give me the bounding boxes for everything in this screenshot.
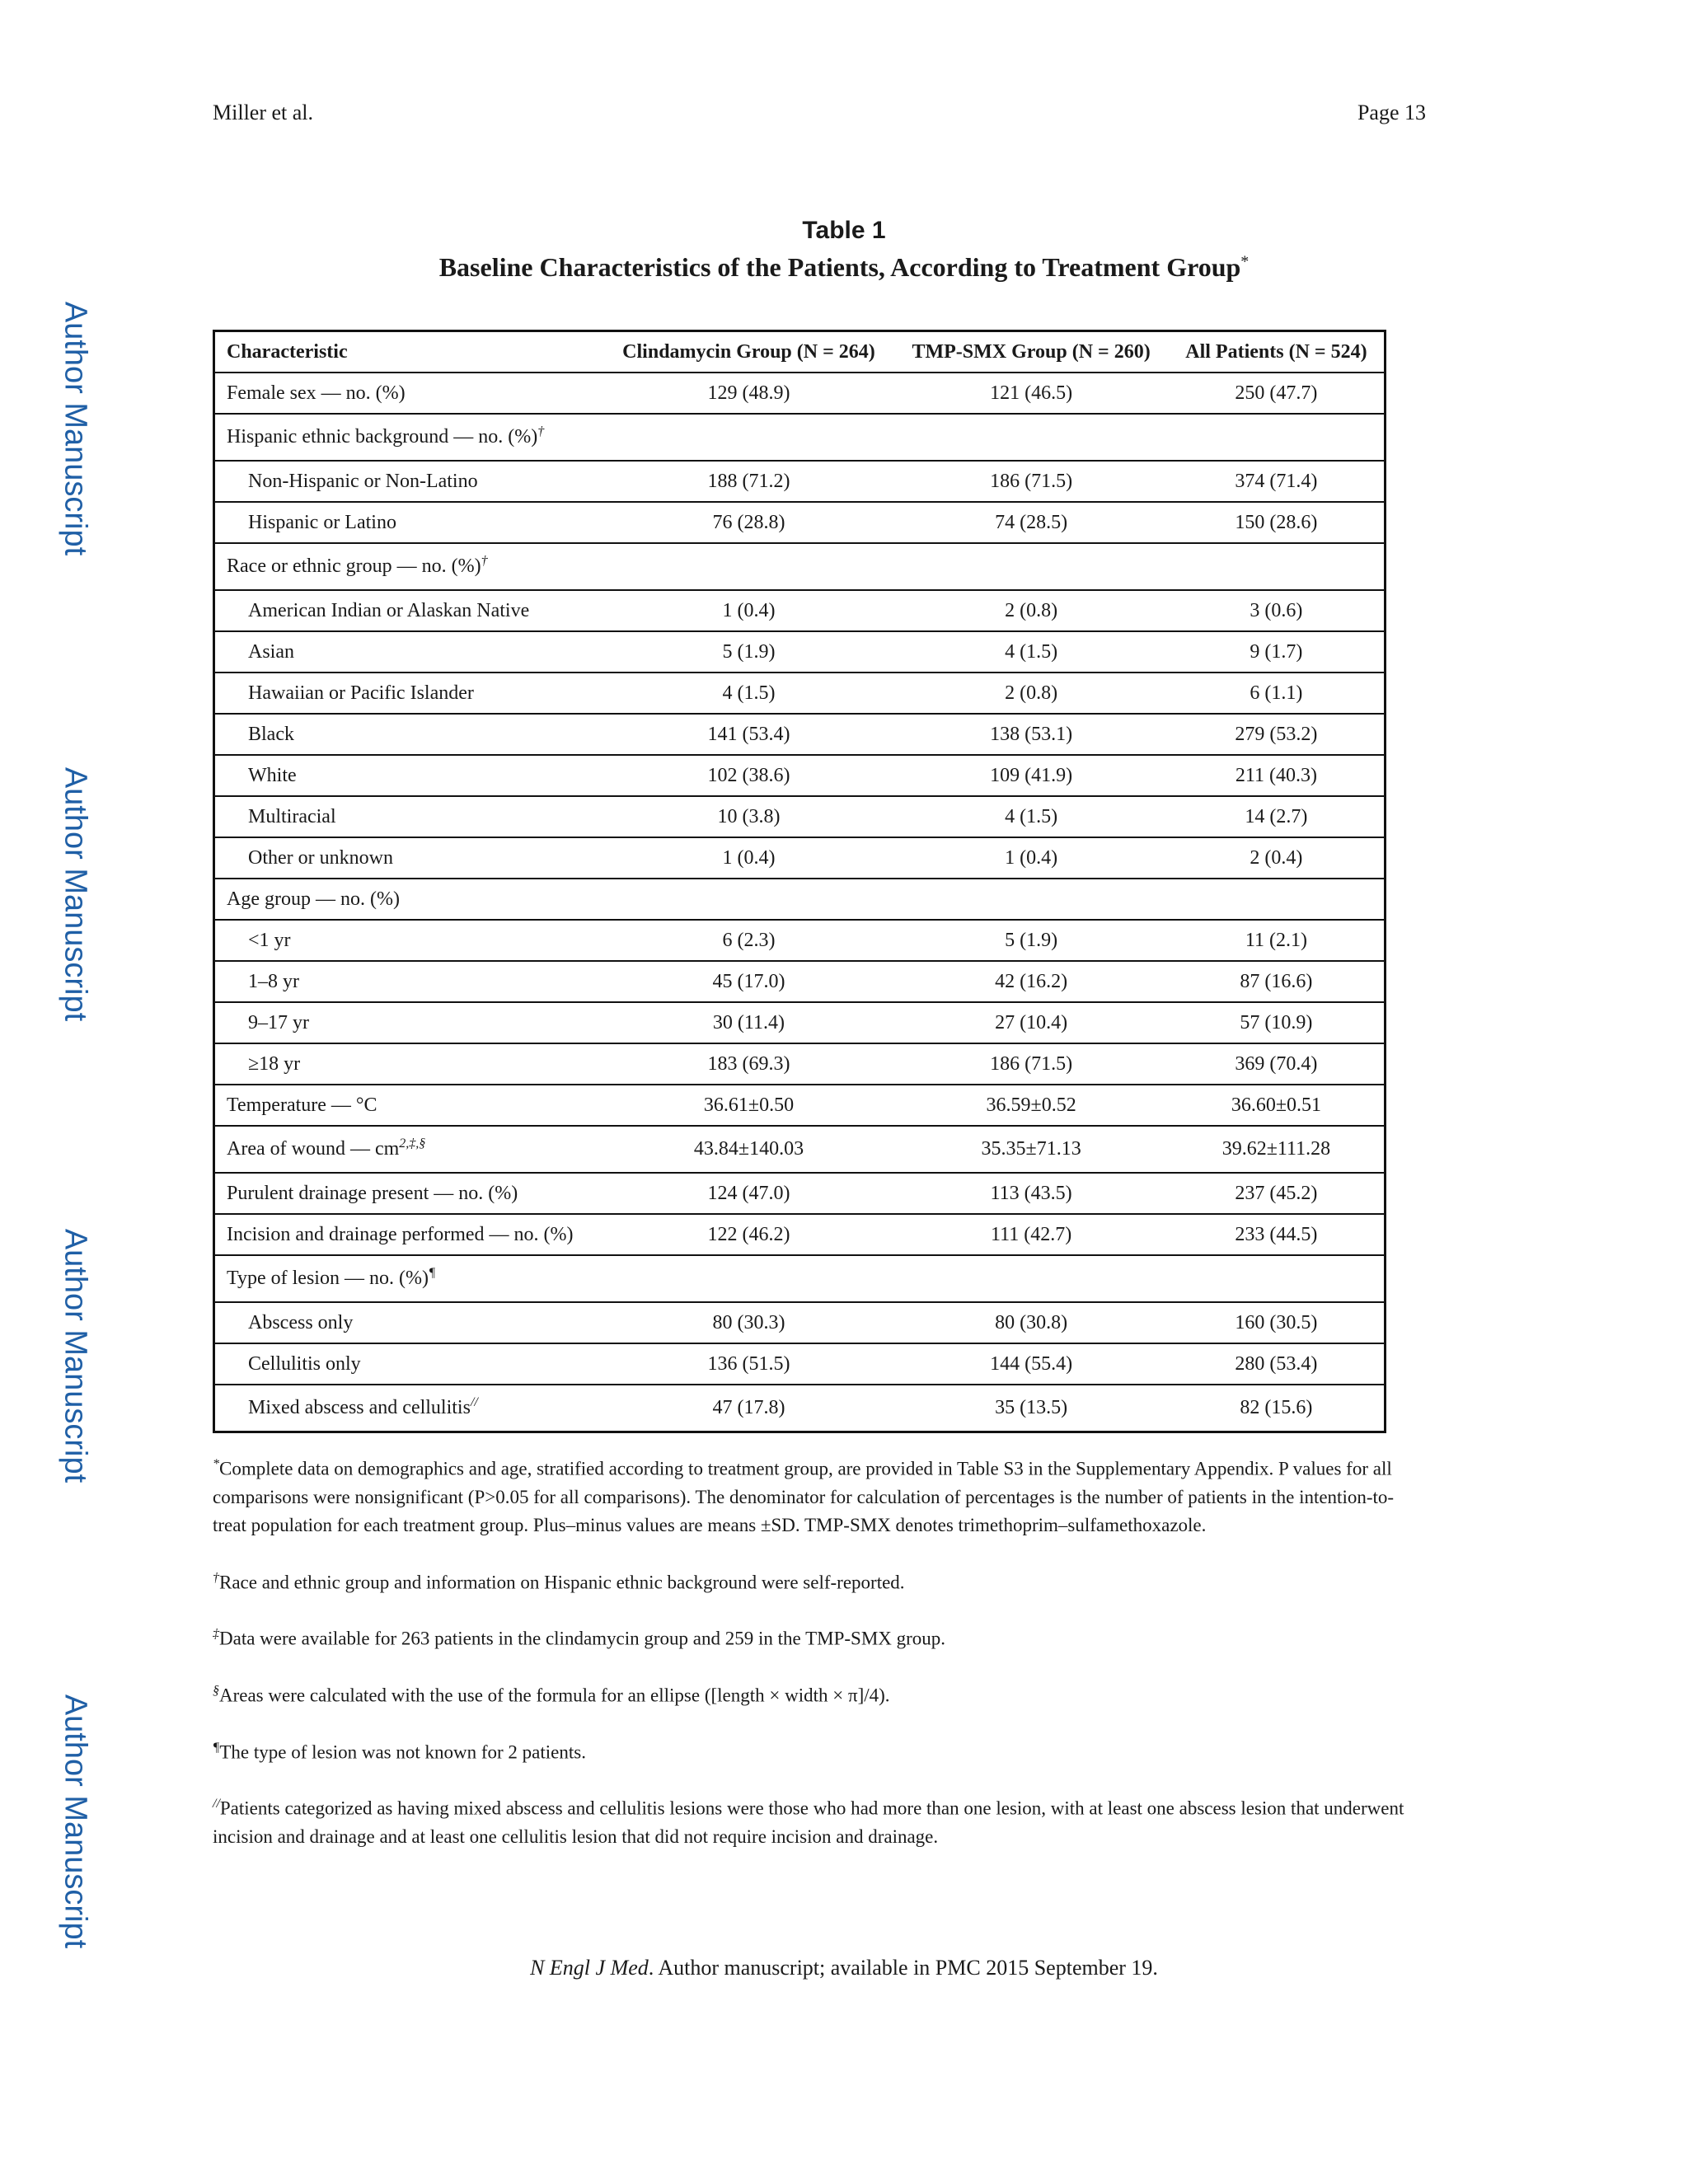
row-label: Mixed abscess and cellulitis// bbox=[214, 1385, 604, 1432]
table-cell: 57 (10.9) bbox=[1169, 1002, 1386, 1043]
table-row bbox=[214, 502, 1386, 543]
author-manuscript-watermark: Author Manuscript bbox=[58, 766, 93, 1022]
table-row bbox=[214, 714, 1386, 755]
page-number: Page 13 bbox=[1357, 101, 1426, 124]
table-cell: 87 (16.6) bbox=[1169, 961, 1386, 1002]
table-row bbox=[214, 1214, 1386, 1255]
table-cell bbox=[893, 879, 1168, 920]
table-row bbox=[214, 1302, 1386, 1343]
row-label: American Indian or Alaskan Native bbox=[214, 590, 604, 631]
table-cell: 279 (53.2) bbox=[1169, 714, 1386, 755]
table-cell: 113 (43.5) bbox=[893, 1173, 1168, 1214]
table-cell: 186 (71.5) bbox=[893, 461, 1168, 502]
table-cell: 141 (53.4) bbox=[604, 714, 894, 755]
row-label: Hispanic or Latino bbox=[214, 502, 604, 543]
table-cell: 9 (1.7) bbox=[1169, 631, 1386, 673]
footnote-mark: ¶ bbox=[428, 1266, 436, 1280]
table-cell: 80 (30.8) bbox=[893, 1302, 1168, 1343]
footnote: §Areas were calculated with the use of the formula for an ellipse ([length × width × π]/4). bbox=[213, 1683, 890, 1706]
table-cell bbox=[1169, 414, 1386, 461]
row-label: Non-Hispanic or Non-Latino bbox=[214, 461, 604, 502]
table-cell: 5 (1.9) bbox=[604, 631, 894, 673]
footnote-mark: // bbox=[470, 1395, 478, 1409]
table-cell: 36.59±0.52 bbox=[893, 1085, 1168, 1126]
table-cell: 136 (51.5) bbox=[604, 1343, 894, 1385]
table-row bbox=[214, 1085, 1386, 1126]
table-cell: 14 (2.7) bbox=[1169, 796, 1386, 837]
table-title-footnote-mark: * bbox=[1240, 252, 1250, 271]
table-cell: 124 (47.0) bbox=[604, 1173, 894, 1214]
table-cell: 43.84±140.03 bbox=[604, 1126, 894, 1173]
table-cell: 42 (16.2) bbox=[893, 961, 1168, 1002]
table-cell bbox=[1169, 879, 1386, 920]
table-cell: 4 (1.5) bbox=[893, 796, 1168, 837]
footnote-mark: † bbox=[481, 554, 488, 568]
footnote: *Complete data on demographics and age, stratified according to treatment group, are provided in Table S3 in the Supplementary Appendix. P values for all comparisons were nonsignificant (P>0.05 for all comparisons). The denominator for calculation of percentages is the number of patients in the intention-to-treat population for each treatment group. Plus–minus values are means ±SD. TMP-SMX denotes trimethoprim–sulfamethoxazole. bbox=[213, 1457, 1395, 1535]
table-cell: 6 (2.3) bbox=[604, 920, 894, 961]
row-label: Hawaiian or Pacific Islander bbox=[214, 673, 604, 714]
table-cell: 1 (0.4) bbox=[604, 837, 894, 879]
table-cell: 183 (69.3) bbox=[604, 1043, 894, 1085]
row-label: Temperature — °C bbox=[214, 1085, 604, 1126]
table-cell: 36.60±0.51 bbox=[1169, 1085, 1386, 1126]
table-row bbox=[214, 1385, 1386, 1432]
table-row bbox=[214, 1002, 1386, 1043]
table-row bbox=[214, 631, 1386, 673]
table-cell: 2 (0.8) bbox=[893, 673, 1168, 714]
table-cell bbox=[604, 414, 894, 461]
column-header: All Patients (N = 524) bbox=[1169, 331, 1386, 373]
author-manuscript-watermark: Author Manuscript bbox=[58, 1228, 93, 1483]
table-header-row bbox=[214, 331, 1386, 373]
table-cell bbox=[604, 879, 894, 920]
table-cell: 122 (46.2) bbox=[604, 1214, 894, 1255]
table-cell bbox=[1169, 1255, 1386, 1302]
table-cell: 109 (41.9) bbox=[893, 755, 1168, 796]
table-cell: 39.62±111.28 bbox=[1169, 1126, 1386, 1173]
table-row bbox=[214, 755, 1386, 796]
row-label: 1–8 yr bbox=[214, 961, 604, 1002]
row-label: Age group — no. (%) bbox=[214, 879, 604, 920]
row-label: Purulent drainage present — no. (%) bbox=[214, 1173, 604, 1214]
running-header-authors: Miller et al. bbox=[213, 101, 314, 124]
table-cell: 36.61±0.50 bbox=[604, 1085, 894, 1126]
table-cell: 160 (30.5) bbox=[1169, 1302, 1386, 1343]
table-cell: 74 (28.5) bbox=[893, 502, 1168, 543]
table-row bbox=[214, 1126, 1386, 1173]
table-cell: 6 (1.1) bbox=[1169, 673, 1386, 714]
table-row bbox=[214, 796, 1386, 837]
footnote: ¶The type of lesion was not known for 2 patients. bbox=[213, 1740, 586, 1763]
table-cell bbox=[893, 1255, 1168, 1302]
table-row bbox=[214, 590, 1386, 631]
table-cell bbox=[893, 414, 1168, 461]
table-label: Table 1 bbox=[802, 217, 886, 244]
table-row bbox=[214, 1255, 1386, 1302]
row-label: ≥18 yr bbox=[214, 1043, 604, 1085]
row-label: Area of wound — cm$^{2,\ddagger,\S}$ bbox=[214, 1126, 604, 1173]
table-row bbox=[214, 673, 1386, 714]
row-label: Female sex — no. (%) bbox=[214, 373, 604, 414]
table-cell: 129 (48.9) bbox=[604, 373, 894, 414]
table-cell: 250 (47.7) bbox=[1169, 373, 1386, 414]
table-row bbox=[214, 373, 1386, 414]
table-cell: 144 (55.4) bbox=[893, 1343, 1168, 1385]
table-cell: 2 (0.8) bbox=[893, 590, 1168, 631]
row-label: 9–17 yr bbox=[214, 1002, 604, 1043]
table-cell: 121 (46.5) bbox=[893, 373, 1168, 414]
table-cell: 186 (71.5) bbox=[893, 1043, 1168, 1085]
table-row bbox=[214, 1043, 1386, 1085]
table-cell: 280 (53.4) bbox=[1169, 1343, 1386, 1385]
table-body bbox=[214, 373, 1386, 1432]
row-label: Other or unknown bbox=[214, 837, 604, 879]
table-cell: 111 (42.7) bbox=[893, 1214, 1168, 1255]
table-cell bbox=[604, 543, 894, 590]
table-cell: 1 (0.4) bbox=[604, 590, 894, 631]
table-cell: 188 (71.2) bbox=[604, 461, 894, 502]
table-cell: 2 (0.4) bbox=[1169, 837, 1386, 879]
table-cell: 5 (1.9) bbox=[893, 920, 1168, 961]
author-manuscript-watermark: Author Manuscript bbox=[58, 301, 93, 556]
table-title: Baseline Characteristics of the Patients, According to Treatment Group* bbox=[438, 252, 1250, 282]
row-label: Incision and drainage performed — no. (%) bbox=[214, 1214, 604, 1255]
table-cell: 3 (0.6) bbox=[1169, 590, 1386, 631]
table-cell bbox=[893, 543, 1168, 590]
table-cell: 35 (13.5) bbox=[893, 1385, 1168, 1432]
table-cell: 4 (1.5) bbox=[893, 631, 1168, 673]
row-label: Hispanic ethnic background — no. (%)† bbox=[214, 414, 604, 461]
column-header: Characteristic bbox=[214, 331, 604, 373]
table-cell: 369 (70.4) bbox=[1169, 1043, 1386, 1085]
table-cell: 211 (40.3) bbox=[1169, 755, 1386, 796]
row-label: Black bbox=[214, 714, 604, 755]
table-row bbox=[214, 961, 1386, 1002]
table-row bbox=[214, 461, 1386, 502]
table-row bbox=[214, 1343, 1386, 1385]
column-header: Clindamycin Group (N = 264) bbox=[604, 331, 894, 373]
table-cell: 47 (17.8) bbox=[604, 1385, 894, 1432]
row-label: White bbox=[214, 755, 604, 796]
author-manuscript-watermark: Author Manuscript bbox=[58, 1694, 93, 1949]
table-cell: 374 (71.4) bbox=[1169, 461, 1386, 502]
footnote: †Race and ethnic group and information on Hispanic ethnic background were self-reported. bbox=[213, 1570, 905, 1593]
footnote: ‡Data were available for 263 patients in the clindamycin group and 259 in the TMP-SMX group. bbox=[213, 1627, 946, 1649]
footnote-mark: † bbox=[537, 424, 545, 438]
table-cell: 10 (3.8) bbox=[604, 796, 894, 837]
table-row bbox=[214, 1173, 1386, 1214]
row-label: <1 yr bbox=[214, 920, 604, 961]
column-header: TMP-SMX Group (N = 260) bbox=[893, 331, 1168, 373]
table-row bbox=[214, 543, 1386, 590]
table-cell: 150 (28.6) bbox=[1169, 502, 1386, 543]
table-cell bbox=[604, 1255, 894, 1302]
row-label: Cellulitis only bbox=[214, 1343, 604, 1385]
table-row bbox=[214, 837, 1386, 879]
table-footnotes bbox=[213, 1451, 1416, 1875]
table-cell: 76 (28.8) bbox=[604, 502, 894, 543]
row-label: Type of lesion — no. (%)¶ bbox=[214, 1255, 604, 1302]
table-row bbox=[214, 414, 1386, 461]
table-cell: 102 (38.6) bbox=[604, 755, 894, 796]
table-cell: 80 (30.3) bbox=[604, 1302, 894, 1343]
table-cell: 45 (17.0) bbox=[604, 961, 894, 1002]
table-cell: 11 (2.1) bbox=[1169, 920, 1386, 961]
table-cell: 233 (44.5) bbox=[1169, 1214, 1386, 1255]
row-label: Multiracial bbox=[214, 796, 604, 837]
table-cell: 138 (53.1) bbox=[893, 714, 1168, 755]
table-row bbox=[214, 879, 1386, 920]
page-footer-citation: N Engl J Med. Author manuscript; available in PMC 2015 September 19. bbox=[530, 1956, 1158, 1980]
table-cell: 237 (45.2) bbox=[1169, 1173, 1386, 1214]
row-label: Abscess only bbox=[214, 1302, 604, 1343]
table-cell bbox=[1169, 543, 1386, 590]
table-cell: 27 (10.4) bbox=[893, 1002, 1168, 1043]
table-cell: 82 (15.6) bbox=[1169, 1385, 1386, 1432]
table-cell: 1 (0.4) bbox=[893, 837, 1168, 879]
table-row bbox=[214, 920, 1386, 961]
table-cell: 4 (1.5) bbox=[604, 673, 894, 714]
footnote: //Patients categorized as having mixed abscess and cellulitis lesions were those who had more than one lesion, with at least one abscess lesion that underwent incision and drainage and at least one cellulitis lesion that did not require incision and drainage. bbox=[213, 1797, 1404, 1847]
table-cell: 35.35±71.13 bbox=[893, 1126, 1168, 1173]
baseline-characteristics-table bbox=[213, 330, 1386, 1433]
footnote-mark: 2,‡,§ bbox=[399, 1137, 426, 1151]
row-label: Asian bbox=[214, 631, 604, 673]
table-cell: 30 (11.4) bbox=[604, 1002, 894, 1043]
row-label: Race or ethnic group — no. (%)† bbox=[214, 543, 604, 590]
